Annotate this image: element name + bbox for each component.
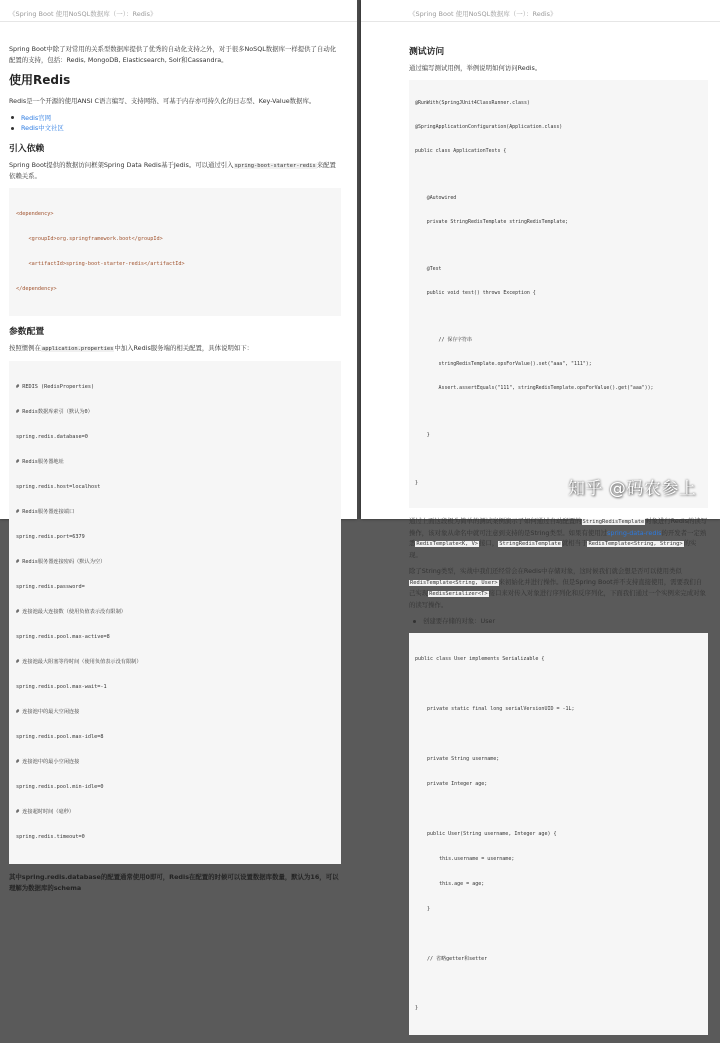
config-paragraph: 按照惯例在application.properties中加入Redis服务端的相关配置，具体说明如下： (9, 344, 254, 353)
inline-code: RedisTemplate<String, User> (410, 579, 498, 586)
code-line: public void test() throws Exception { (415, 289, 536, 296)
heading-dependency: 引入依赖 (9, 143, 45, 154)
zhihu-watermark: 知乎 @码农参上 (568, 479, 697, 499)
intro-paragraph: Spring Boot中除了对常用的关系型数据库提供了优秀的自动化支持之外，对于很多NoSQL数据库一样提供了自动化配置的支持，包括：Redis, MongoDB, Elasticsearch, Solr和Cassandra。 (9, 45, 337, 64)
code-line (415, 408, 702, 416)
code-line (415, 930, 702, 938)
code-line: spring.redis.timeout=0 (16, 834, 85, 841)
code-line: <dependency> (16, 211, 54, 218)
heading-use-redis: 使用Redis (9, 73, 71, 87)
serializer-explanation: 除了String类型，实战中我们还经常会在Redis中存储对象，这时候我们就会想是否可以使用类似RedisTemplate<String, User>来初始化并进行操作。但是Spring Boot并不支持直接使用，需要我们自己实现RedisSerializer<T>接口来对传入对象进行序列化和反序列化，下面我们通过一个实例来完成对象的读写操作。 (409, 567, 706, 609)
code-line: private static final long serialVersionUID = -1L; (415, 706, 575, 713)
code-line: } (415, 905, 431, 912)
inline-code: RedisSerializer<T> (429, 591, 488, 598)
code-line: # Redis服务器连接端口 (16, 508, 75, 515)
link-redis-community[interactable]: Redis中文社区 (19, 123, 341, 134)
code-line: spring.redis.database=0 (16, 433, 88, 440)
right-content (409, 44, 708, 1043)
redis-description: Redis是一个开源的使用ANSI C语言编写、支持网络、可基于内存亦可持久化的日志型、Key-Value数据库。 (9, 97, 316, 105)
code-line: spring.redis.pool.min-idle=0 (16, 784, 104, 790)
header-divider (361, 21, 720, 22)
code-line (415, 456, 702, 464)
code-line: # 连接池中的最大空闲连接 (16, 708, 80, 715)
right-page (361, 0, 720, 1012)
inline-code: StringRedisTemplate (582, 519, 645, 526)
left-content (9, 44, 341, 893)
code-line: spring.redis.pool.max-active=8 (16, 633, 110, 640)
code-line: spring.redis.pool.max-wait=-1 (16, 683, 107, 690)
inline-code: RedisTemplate<String, String> (588, 541, 683, 548)
inline-code: RedisTemplate<K, V> (416, 541, 479, 548)
bullet-icon (413, 620, 416, 623)
inline-code: StringRedisTemplate (499, 541, 561, 548)
code-line: # 连接池最大阻塞等待时间（使用负值表示没有限制） (16, 658, 142, 665)
code-line (415, 243, 702, 251)
code-line: # Redis服务器连接密码（默认为空） (16, 558, 106, 565)
database-note: 其中spring.redis.database的配置通常使用0即可，Redis在配置的时候可以设置数据库数量，默认为16，可以理解为数据库的schema (9, 873, 339, 892)
code-line: // 保存字符串 (415, 337, 472, 344)
template-explanation: 通过上面这段极为简单的测试案例演示了如何通过自动配置的StringRedisTemplate对象进行Redis的读写操作，该对象从命名中就可注意到支持的是String类型。如果有使用过spring-data-redis的开发者一定熟悉RedisTemplate<K, V>接口，StringRedisTemplate就相当于RedisTemplate<String, String>的实现。 (409, 517, 708, 559)
list-item: 创建要存储的对象：User (421, 616, 708, 627)
code-line: # Redis服务器地址 (16, 458, 64, 465)
running-header-right: 《Spring Boot 使用NoSQL数据库（一）：Redis》 (409, 10, 557, 18)
code-line: } (415, 1005, 419, 1012)
code-line: } (415, 432, 430, 439)
heading-test: 测试访问 (409, 47, 445, 57)
code-line: public class User implements Serializable { (415, 656, 545, 663)
link-redis-official[interactable]: Redis官网 (19, 113, 341, 124)
code-line: public class ApplicationTests { (415, 147, 507, 154)
code-line: public User(String username, Integer age) { (415, 830, 557, 837)
bullet-icon (11, 116, 14, 119)
inline-code: spring-boot-starter-redis (234, 162, 316, 169)
dependency-paragraph: Spring Boot提供的数据访问框架Spring Data Redis基于Jedis。可以通过引入spring-boot-starter-redis来配置依赖关系。 (9, 160, 336, 180)
left-page (0, 0, 357, 892)
code-line: this.username = username; (415, 855, 515, 862)
heading-config: 参数配置 (9, 327, 45, 338)
config-code-block (9, 361, 341, 864)
code-line (415, 730, 702, 738)
code-line (415, 805, 702, 813)
code-line: // 省略getter和setter (415, 955, 488, 962)
code-line: # 连接池最大连接数（使用负值表示没有限制） (16, 608, 126, 615)
code-line: } (415, 479, 418, 486)
code-line: <artifactId>spring-boot-starter-redis</artifactId> (16, 261, 185, 268)
running-header-left: 《Spring Boot 使用NoSQL数据库（一）：Redis》 (9, 10, 157, 18)
link-spring-data-redis[interactable]: spring-data-redis (607, 528, 662, 537)
code-line: spring.redis.host=localhost (16, 483, 101, 490)
code-line: # Redis数据库索引（默认为0） (16, 408, 93, 415)
code-line: <groupId>org.springframework.boot</groupId> (16, 236, 163, 243)
code-line: Assert.assertEquals("111", stringRedisTemplate.opsForValue().get("aaa")); (415, 384, 654, 391)
step-list (421, 616, 708, 627)
bullet-icon (11, 127, 14, 130)
test-intro: 通过编写测试用例，举例说明如何访问Redis。 (409, 64, 542, 72)
code-line: spring.redis.password= (16, 583, 85, 590)
code-line: this.age = age; (415, 880, 485, 887)
test-code-block (409, 80, 708, 509)
code-line: </dependency> (16, 286, 57, 293)
code-line: # 连接池中的最小空闲连接 (16, 758, 80, 765)
code-line: stringRedisTemplate.opsForValue().set("aaa", "111"); (415, 361, 592, 368)
code-line: spring.redis.port=6379 (16, 533, 85, 540)
code-line: @Test (415, 266, 442, 273)
code-line: # REDIS (RedisProperties) (16, 383, 95, 390)
code-line: private String username; (415, 756, 500, 763)
user-code-block (409, 633, 708, 1036)
code-line: private StringRedisTemplate stringRedisTemplate; (415, 218, 569, 225)
code-line (415, 171, 702, 179)
code-line: @SpringApplicationConfiguration(Application.class) (415, 124, 563, 131)
redis-links-list (19, 113, 341, 134)
header-divider (0, 21, 357, 22)
code-line (415, 680, 702, 688)
dependency-code-block (9, 188, 341, 317)
code-line (415, 314, 702, 322)
code-line: # 连接超时时间（毫秒） (16, 809, 75, 816)
code-line: spring.redis.pool.max-idle=8 (16, 733, 104, 740)
code-line: private Integer age; (415, 781, 488, 788)
code-line: @Autowired (415, 195, 457, 202)
code-line (415, 980, 702, 988)
inline-code: application.properties (41, 346, 114, 353)
code-line: @RunWith(SpringJUnit4ClassRunner.class) (415, 100, 530, 107)
